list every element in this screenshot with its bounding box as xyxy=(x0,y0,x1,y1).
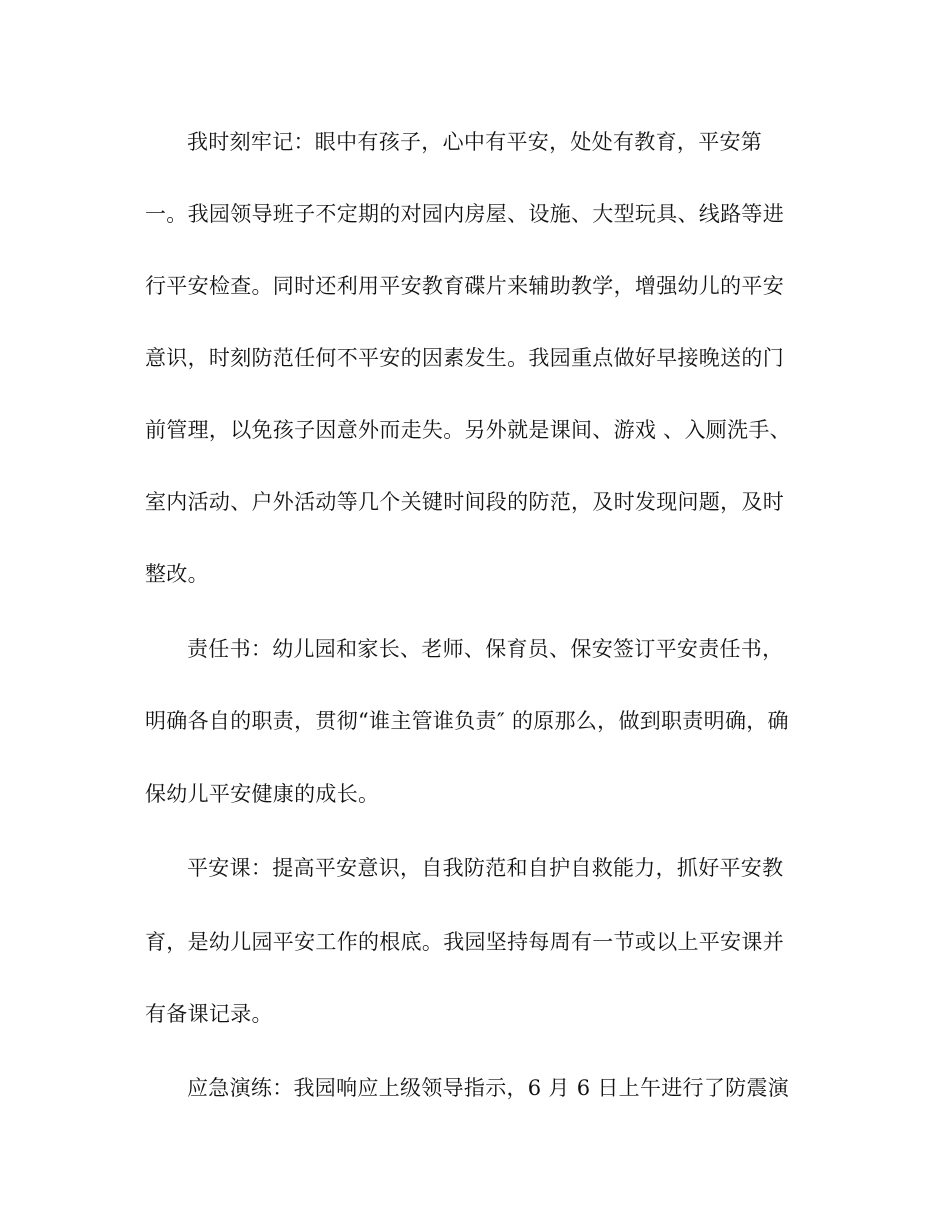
paragraph-3-line-1: 平安课：提高平安意识，自我防范和自护自救能力，抓好平安教 xyxy=(187,856,784,880)
paragraph-2-line-1: 责任书：幼儿园和家长、老师、保育员、保安签订平安责任书， xyxy=(187,637,784,661)
paragraph-1-line-4: 意识，时刻防范任何不平安的因素发生。我园重点做好早接晚送的门 xyxy=(145,346,784,370)
paragraph-1-line-6: 室内活动、户外活动等几个关键时间段的防范，及时发现问题，及时 xyxy=(145,490,784,514)
paragraph-1-line-7: 整改。 xyxy=(145,562,209,586)
paragraph-2-line-3: 保幼儿平安健康的成长。 xyxy=(145,782,380,806)
paragraph-1-line-3: 行平安检查。同时还利用平安教育碟片来辅助教学，增强幼儿的平安 xyxy=(145,274,784,298)
paragraph-1-line-5: 前管理，以免孩子因意外而走失。另外就是课间、游戏 、入厕洗手、 xyxy=(145,418,791,442)
paragraph-3-line-3: 有备课记录。 xyxy=(145,1002,273,1026)
paragraph-4-line-1: 应急演练：我园响应上级领导指示，6 月 6 日上午进行了防震演 xyxy=(187,1076,790,1100)
paragraph-3-line-2: 育，是幼儿园平安工作的根底。我园坚持每周有一节或以上平安课并 xyxy=(145,930,784,954)
paragraph-2-line-2: 明确各自的职责，贯彻“谁主管谁负责″ 的原那么，做到职责明确，确 xyxy=(145,709,789,733)
paragraph-1-line-1: 我时刻牢记：眼中有孩子，心中有平安，处处有教育，平安第 xyxy=(187,130,763,154)
paragraph-1-line-2: 一。我园领导班子不定期的对园内房屋、设施、大型玩具、线路等进 xyxy=(145,202,784,226)
